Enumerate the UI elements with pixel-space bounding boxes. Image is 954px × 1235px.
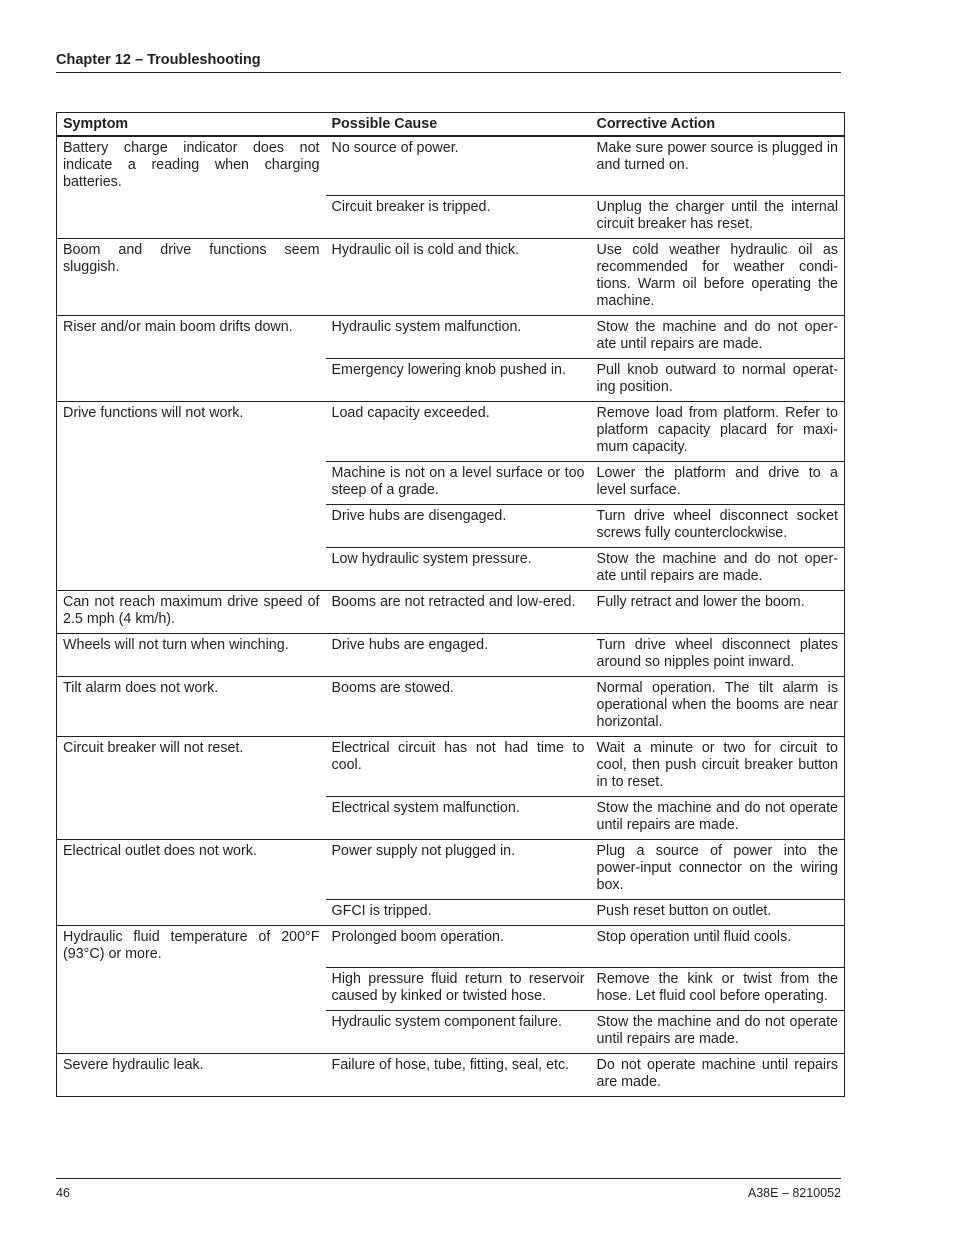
troubleshooting-table bbox=[56, 112, 845, 1097]
corrective-action-cell: Do not operate machine until repairs are made. bbox=[591, 1054, 845, 1097]
column-header-possible-cause: Possible Cause bbox=[326, 113, 591, 137]
symptom-cell: Boom and drive functions seem sluggish. bbox=[57, 239, 326, 316]
corrective-action-cell: Make sure power source is plugged in and turned on. bbox=[591, 136, 845, 196]
table-row bbox=[57, 402, 845, 462]
table-body bbox=[57, 136, 845, 1097]
possible-cause-cell: Drive hubs are engaged. bbox=[326, 634, 591, 677]
possible-cause-cell: Booms are not retracted and low-ered. bbox=[326, 591, 591, 634]
table-row bbox=[57, 1054, 845, 1097]
symptom-cell: Circuit breaker will not reset. bbox=[57, 737, 326, 840]
table-row bbox=[57, 591, 845, 634]
possible-cause-cell: Machine is not on a level surface or too steep of a grade. bbox=[326, 462, 591, 505]
symptom-cell: Can not reach maximum drive speed of 2.5 mph (4 km/h). bbox=[57, 591, 326, 634]
corrective-action-cell: Use cold weather hydraulic oil as recommended for weather condi-tions. Warm oil before operating the machine. bbox=[591, 239, 845, 316]
symptom-cell: Severe hydraulic leak. bbox=[57, 1054, 326, 1097]
corrective-action-cell: Push reset button on outlet. bbox=[591, 900, 845, 926]
possible-cause-cell: Electrical circuit has not had time to cool. bbox=[326, 737, 591, 797]
corrective-action-cell: Remove the kink or twist from the hose. Let fluid cool before operating. bbox=[591, 968, 845, 1011]
table-row bbox=[57, 634, 845, 677]
possible-cause-cell: Circuit breaker is tripped. bbox=[326, 196, 591, 239]
corrective-action-cell: Wait a minute or two for circuit to cool, then push circuit breaker button in to reset. bbox=[591, 737, 845, 797]
symptom-cell: Wheels will not turn when winching. bbox=[57, 634, 326, 677]
column-header-corrective-action: Corrective Action bbox=[591, 113, 845, 137]
table-row bbox=[57, 840, 845, 900]
possible-cause-cell: Hydraulic oil is cold and thick. bbox=[326, 239, 591, 316]
possible-cause-cell: High pressure fluid return to reservoir caused by kinked or twisted hose. bbox=[326, 968, 591, 1011]
document-id: A38E – 8210052 bbox=[747, 1186, 841, 1200]
corrective-action-cell: Pull knob outward to normal operat-ing position. bbox=[591, 359, 845, 402]
chapter-title: Chapter 12 – Troubleshooting bbox=[56, 52, 261, 68]
possible-cause-cell: GFCI is tripped. bbox=[326, 900, 591, 926]
possible-cause-cell: Low hydraulic system pressure. bbox=[326, 548, 591, 591]
corrective-action-cell: Lower the platform and drive to a level surface. bbox=[591, 462, 845, 505]
corrective-action-cell: Remove load from platform. Refer to platform capacity placard for maxi-mum capacity. bbox=[591, 402, 845, 462]
possible-cause-cell: Electrical system malfunction. bbox=[326, 797, 591, 840]
symptom-cell: Battery charge indicator does not indicate a reading when charging batteries. bbox=[57, 136, 326, 239]
table-row bbox=[57, 677, 845, 737]
table-row bbox=[57, 926, 845, 968]
possible-cause-cell: Failure of hose, tube, fitting, seal, etc. bbox=[326, 1054, 591, 1097]
symptom-cell: Hydraulic fluid temperature of 200°F (93°C) or more. bbox=[57, 926, 326, 1054]
possible-cause-cell: No source of power. bbox=[326, 136, 591, 196]
symptom-cell: Riser and/or main boom drifts down. bbox=[57, 316, 326, 402]
possible-cause-cell: Drive hubs are disengaged. bbox=[326, 505, 591, 548]
corrective-action-cell: Normal operation. The tilt alarm is operational when the booms are near horizontal. bbox=[591, 677, 845, 737]
column-header-symptom: Symptom bbox=[57, 113, 326, 137]
corrective-action-cell: Unplug the charger until the internal circuit breaker has reset. bbox=[591, 196, 845, 239]
corrective-action-cell: Fully retract and lower the boom. bbox=[591, 591, 845, 634]
page-footer bbox=[56, 1178, 841, 1200]
symptom-cell: Electrical outlet does not work. bbox=[57, 840, 326, 926]
symptom-cell: Tilt alarm does not work. bbox=[57, 677, 326, 737]
corrective-action-cell: Turn drive wheel disconnect socket screws fully counterclockwise. bbox=[591, 505, 845, 548]
table-row bbox=[57, 737, 845, 797]
possible-cause-cell: Prolonged boom operation. bbox=[326, 926, 591, 968]
possible-cause-cell: Power supply not plugged in. bbox=[326, 840, 591, 900]
possible-cause-cell: Load capacity exceeded. bbox=[326, 402, 591, 462]
symptom-cell: Drive functions will not work. bbox=[57, 402, 326, 591]
possible-cause-cell: Booms are stowed. bbox=[326, 677, 591, 737]
table-row bbox=[57, 239, 845, 316]
page-header bbox=[56, 52, 841, 73]
possible-cause-cell: Emergency lowering knob pushed in. bbox=[326, 359, 591, 402]
corrective-action-cell: Turn drive wheel disconnect plates around so nipples point inward. bbox=[591, 634, 845, 677]
corrective-action-cell: Plug a source of power into the power-input connector on the wiring box. bbox=[591, 840, 845, 900]
possible-cause-cell: Hydraulic system component failure. bbox=[326, 1011, 591, 1054]
corrective-action-cell: Stow the machine and do not operate until repairs are made. bbox=[591, 797, 845, 840]
corrective-action-cell: Stow the machine and do not oper-ate until repairs are made. bbox=[591, 548, 845, 591]
corrective-action-cell: Stow the machine and do not operate until repairs are made. bbox=[591, 1011, 845, 1054]
corrective-action-cell: Stow the machine and do not oper-ate until repairs are made. bbox=[591, 316, 845, 359]
corrective-action-cell: Stop operation until fluid cools. bbox=[591, 926, 845, 968]
table-row bbox=[57, 316, 845, 359]
table-row bbox=[57, 136, 845, 196]
page-number: 46 bbox=[56, 1186, 70, 1200]
possible-cause-cell: Hydraulic system malfunction. bbox=[326, 316, 591, 359]
table-header-row bbox=[57, 113, 845, 137]
